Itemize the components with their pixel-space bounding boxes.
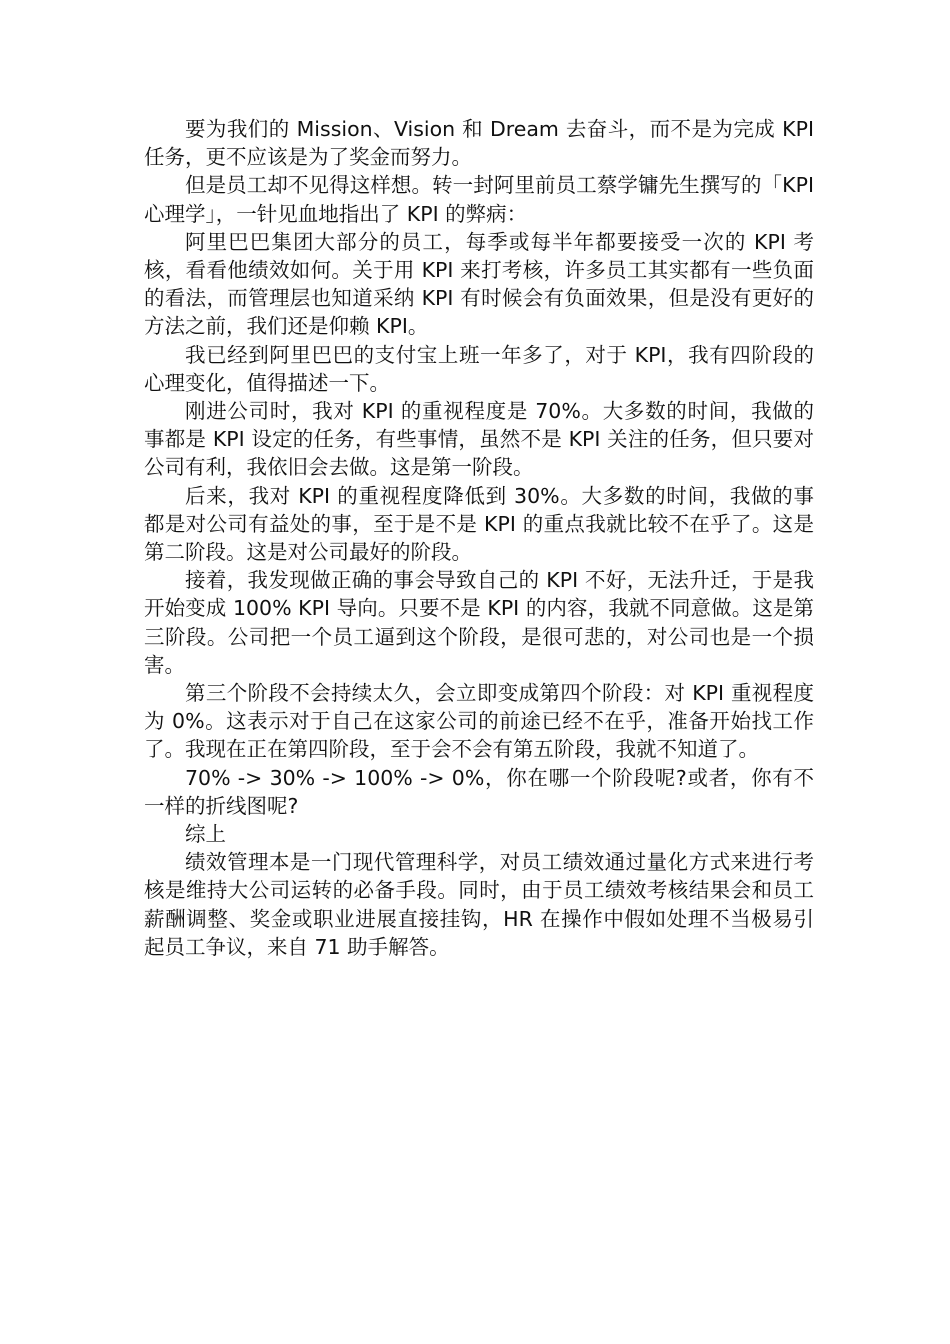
paragraph-mission: 要为我们的 Mission、Vision 和 Dream 去奋斗，而不是为完成 KPI 任务，更不应该是为了奖金而努力。 bbox=[144, 117, 814, 170]
paragraph-stage-four: 第三个阶段不会持续太久，会立即变成第四个阶段：对 KPI 重视程度为 0%。这表示对于自己在这家公司的前途已经不在乎，准备开始找工作了。我现在正在第四阶段，至于会不会有第五阶段，我就不知道了。 bbox=[144, 681, 814, 762]
paragraph-stage-one: 刚进公司时，我对 KPI 的重视程度是 70%。大多数的时间，我做的事都是 KPI 设定的任务，有些事情，虽然不是 KPI 关注的任务，但只要对公司有利，我依旧会去做。这是第一阶段。 bbox=[144, 399, 814, 480]
paragraph-stage-question: 70% -> 30% -> 100% -> 0%，你在哪一个阶段呢?或者，你有不一样的折线图呢? bbox=[144, 765, 814, 818]
paragraph-stage-three: 接着，我发现做正确的事会导致自己的 KPI 不好，无法升迁，于是我开始变成 100% KPI 导向。只要不是 KPI 的内容，我就不同意做。这是第三阶段。公司把一个员工逼到这个阶段，是很可悲的，对公司也是一个损害。 bbox=[144, 568, 814, 677]
paragraph-kpi-psychology-intro: 但是员工却不见得这样想。转一封阿里前员工蔡学镛先生撰写的「KPI 心理学」，一针见血地指出了 KPI 的弊病： bbox=[144, 173, 814, 226]
paragraph-summary-heading: 综上 bbox=[185, 822, 226, 847]
paragraph-alibaba-kpi-review: 阿里巴巴集团大部分的员工，每季或每半年都要接受一次的 KPI 考核，看看他绩效如何。关于用 KPI 来打考核，许多员工其实都有一些负面的看法，而管理层也知道采纳 KPI 有时候会有负面效果，但是没有更好的方法之前，我们还是仰赖 KPI。 bbox=[144, 229, 814, 339]
paragraph-four-stages: 我已经到阿里巴巴的支付宝上班一年多了，对于 KPI，我有四阶段的心理变化，值得描述一下。 bbox=[144, 342, 814, 395]
document-body bbox=[144, 115, 814, 961]
paragraph-summary: 绩效管理本是一门现代管理科学，对员工绩效通过量化方式来进行考核是维持大公司运转的必备手段。同时，由于员工绩效考核结果会和员工薪酬调整、奖金或职业进展直接挂钩，HR 在操作中假如处理不当极易引起员工争议，来自 71 助手解答。 bbox=[144, 850, 814, 959]
paragraph-stage-two: 后来，我对 KPI 的重视程度降低到 30%。大多数的时间，我做的事都是对公司有益处的事，至于是不是 KPI 的重点我就比较不在乎了。这是第二阶段。这是对公司最好的阶段。 bbox=[144, 483, 814, 565]
